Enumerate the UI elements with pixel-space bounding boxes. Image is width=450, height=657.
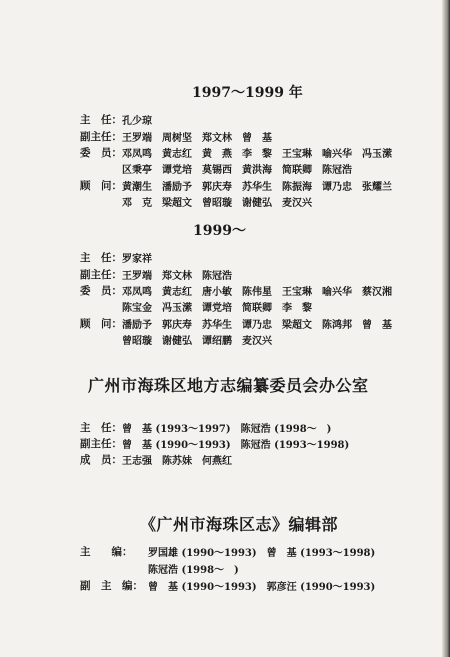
sec2-advisors-line-1: 潘励予 郭庆寿 苏华生 谭乃忠 梁超文 陈鸿邦 曾 基	[122, 320, 392, 331]
office-director-label: 主 任：	[80, 422, 122, 434]
sec1-deputy-label: 副主任：	[80, 131, 122, 143]
office-director-text: 曾 基 (1993～1997) 陈冠浩 (1998～ )	[122, 424, 332, 435]
sec1-members-line-2: 区秉亭 谭党培 莫锡西 黄洪海 简联卿 陈冠浩	[122, 165, 352, 176]
page-binding-edge	[442, 0, 450, 657]
sec2-members-label: 委 员：	[80, 285, 122, 297]
sec2-director-names: 罗家祥	[122, 254, 152, 265]
sec1-members-line-1: 邓凤鸣 黄志红 黄 燕 李 黎 王宝琳 喻兴华 冯玉潆	[122, 149, 392, 160]
sec1-members-label: 委 员：	[80, 147, 122, 159]
sec1-director-names: 孔少琼	[122, 116, 152, 127]
sec1-director-label: 主 任：	[80, 114, 122, 126]
office-members-label: 成 员：	[80, 454, 122, 466]
editor-in-chief-line-2: 陈冠浩 (1998～ )	[148, 565, 239, 576]
editor-in-chief-line-1: 罗国雄 (1990～1993) 曾 基 (1993～1998)	[148, 548, 376, 559]
office-members-text: 王志强 陈苏妹 何燕红	[122, 456, 232, 467]
deputy-editor-label: 副 主 编：	[80, 580, 143, 592]
sec2-director-label: 主 任：	[80, 252, 122, 264]
editorial-heading: 《广州市海珠区志》编辑部	[140, 515, 339, 534]
sec1-deputy-names: 王罗端 周树坚 郑文林 曾 基	[122, 133, 272, 144]
office-heading: 广州市海珠区地方志编纂委员会办公室	[88, 376, 369, 395]
sec1-advisors-label: 顾 问：	[80, 180, 122, 192]
office-deputy-label: 副主任：	[80, 438, 122, 450]
sec2-advisors-line-2: 曾昭璇 谢健弘 谭绍鹏 麦汉兴	[122, 336, 272, 347]
office-deputy-text: 曾 基 (1990～1993) 陈冠浩 (1993～1998)	[122, 440, 350, 451]
section-title-1999: 1999～	[193, 223, 246, 239]
sec2-deputy-label: 副主任：	[80, 269, 122, 281]
sec1-advisors-line-2: 邓 克 梁超文 曾昭璇 谢健弘 麦汉兴	[122, 198, 312, 209]
sec2-advisors-label: 顾 问：	[80, 318, 122, 330]
sec2-deputy-names: 王罗端 郑文林 陈冠浩	[122, 271, 232, 282]
editor-in-chief-label: 主 编：	[80, 546, 133, 558]
sec2-members-line-1: 邓凤鸣 黄志红 唐小敏 陈伟星 王宝琳 喻兴华 蔡汉湘	[122, 287, 392, 298]
deputy-editor-line-1: 曾 基 (1990～1993) 郭彦汪 (1990～1993)	[148, 582, 376, 593]
section-title-1997-1999: 1997～1999 年	[192, 85, 303, 101]
sec2-members-line-2: 陈宝金 冯玉潆 谭党培 简联卿 李 黎	[122, 303, 312, 314]
sec1-advisors-line-1: 黄潮生 潘励予 郭庆寿 苏华生 陈振海 谭乃忠 张耀兰	[122, 182, 392, 193]
